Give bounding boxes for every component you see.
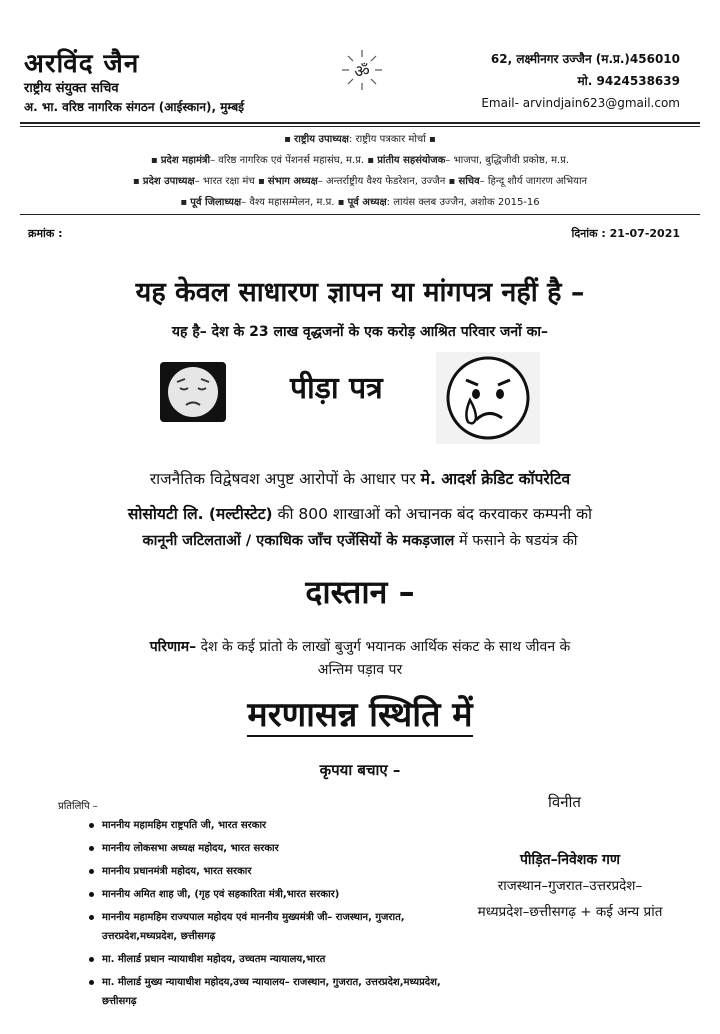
company-name: मे. आदर्श क्रेडिट कॉपरेटिव [420,470,571,488]
body-paragraph-line-3 [0,530,720,550]
please-save: कृपया बचाए – [319,761,401,779]
posts-line-2: ▪ प्रदेश महामंत्री– वरिष्ठ नागरिक एवं पेंशनर्स महासंघ, म.प्र. ▪ प्रांतीय सहसंयोजक– भाजपा, बुद्धिजीवी प्रकोष्ठ, म.प्र. [150,155,570,166]
post-label: पूर्व अध्यक्ष [347,197,387,208]
om-emblem-icon [340,48,384,92]
posts-divider [20,214,700,215]
peeda-patra-title: पीड़ा पत्र [290,371,383,406]
sender-address: 62, लक्ष्मीनगर उज्जैन (म.प्र.)456010 [490,52,680,66]
signatory-states-1: राजस्थान–गुजरात–उत्तरप्रदेश– [497,878,643,894]
post-label: पूर्व जिलाध्यक्ष [190,197,242,208]
list-item: माननीय अमित शाह जी, (गृह एवं सहकारिता मंत्री,भारत सरकार) [102,885,462,904]
para-text: की 800 शाखाओं को अचानक बंद करवाकर कम्पनी को [272,505,593,523]
para-text: राजनैतिक विद्वेषवश अपुष्ट आरोपों के आधार पर [149,470,421,488]
sender-mobile: मो. 9424538639 [577,74,680,88]
list-item: माननीय प्रधानमंत्री महोदय, भारत सरकार [102,862,462,881]
post-label: प्रांतीय सहसंयोजक [377,155,446,166]
legal-complexities: कानूनी जटिलताओं / एकाधिक जाँच एजेंसियों के मकड़जाल [142,533,455,549]
post-value: – अन्तर्राष्ट्रीय वैश्य फेडरेशन, उज्जैन [317,176,446,187]
para-text: में फसाने के षडयंत्र की [454,533,578,549]
critical-condition-title [0,690,720,736]
posts-line-4: ▪ पूर्व जिलाध्यक्ष– वैश्य महासम्मेलन, म.प्र. ▪ पूर्व अध्यक्ष: लायंस क्लब उज्जैन, अशोक 2015-16 [180,197,540,208]
body-paragraph-line-1 [0,467,720,489]
sender-email[interactable]: Email- arvindjain623@gmail.com [481,96,680,110]
post-value: – वरिष्ठ नागरिक एवं पेंशनर्स महासंघ, म.प्र. [210,155,365,166]
critical-condition-text: मरणासन्न स्थिति में [247,695,473,735]
om-symbol: ॐ [354,62,370,82]
list-item: मा. मीलार्ड मुख्य न्यायाधीश महोदय,उच्च न्यायालय– राजस्थान, गुजरात, उत्तरप्रदेश,मध्यप्रदेश, छत्तीसगढ़ [102,973,462,1011]
signatory-title: पीड़ित–निवेशक गण [519,852,620,868]
result-text: देश के कई प्रांतो के लाखों बुजुर्ग भयानक आर्थिक संकट के साथ जीवन के [196,639,571,655]
copy-to-label: प्रतिलिपि – [58,801,98,812]
list-item: मा. मीलार्ड प्रधान न्यायाधीश महोदय, उच्चतम न्यायालय,भारत [102,950,462,969]
list-item: माननीय लोकसभा अध्यक्ष महोदय, भारत सरकार [102,839,462,858]
post-value: – भाजपा, बुद्धिजीवी प्रकोष्ठ, म.प्र. [445,155,570,166]
result-line-2: अन्तिम पड़ाव पर [317,662,403,678]
post-value: : राष्ट्रीय पत्रकार मोर्चा [348,134,426,145]
post-value: – हिन्दू शौर्य जागरण अभियान [479,176,588,187]
post-label: संभाग अध्यक्ष [267,176,318,187]
posts-line-1: ▪ राष्ट्रीय उपाध्यक्ष: राष्ट्रीय पत्रकार मोर्चा ▪ [284,134,436,145]
copy-to-list [58,816,462,1015]
subheadline: यह है– देश के 23 लाख वृद्धजनों के एक करोड़ आश्रित परिवार जनों का– [171,324,549,340]
header-divider-thin [20,126,700,127]
body-paragraph-line-2 [0,502,720,524]
sender-name: अरविंद जैन [24,49,140,79]
signatory-states-2: मध्यप्रदेश–छत्तीसगढ़ + कई अन्य प्रांत [477,904,663,920]
reference-number: क्रमांक : [28,227,63,240]
list-item: माननीय महामहिम राज्यपाल महोदय एवं माननीय मुख्यमंत्री जी– राजस्थान, गुजरात, उत्तरप्रदेश,मध्यप्रदेश, छत्तीसगढ़ [102,908,462,946]
headline: यह केवल साधारण ज्ञापन या मांगपत्र नहीं है – [135,277,585,308]
post-label: प्रदेश महामंत्री [160,155,211,166]
header-divider [20,122,700,124]
list-item: माननीय महामहिम राष्ट्रपति जी, भारत सरकार [102,816,462,835]
post-value: – वैश्य महासम्मेलन, म.प्र. [241,197,335,208]
sender-organization: अ. भा. वरिष्ठ नागरिक संगठन (आईस्कान), मुम्बई [24,100,245,114]
sender-designation: राष्ट्रीय संयुक्त सचिव [24,81,119,96]
posts-line-3: ▪ प्रदेश उपाध्यक्ष– भारत रक्षा मंच ▪ संभाग अध्यक्ष– अन्तर्राष्ट्रीय वैश्य फेडरेशन, उज्जैन ▪ सचिव– हिन्दू शौर्य जागरण अभियान [132,176,588,187]
letter-date: दिनांक : 21-07-2021 [571,227,680,240]
dastan-title: दास्तान – [305,573,415,611]
crying-face-icon [436,352,540,444]
post-value: : लायंस क्लब उज्जैन, अशोक 2015-16 [386,197,540,208]
result-line-1 [0,637,720,656]
post-label: सचिव [458,176,480,187]
post-value: – भारत रक्षा मंच [194,176,255,187]
post-label: प्रदेश उपाध्यक्ष [142,176,195,187]
sad-face-icon [160,362,226,422]
yours-sincerely: विनीत [548,793,581,811]
company-name-cont: सोसोयटी लि. (मल्टीस्टेट) [127,505,273,523]
post-label: राष्ट्रीय उपाध्यक्ष [294,134,349,145]
result-label: परिणाम– [149,639,197,655]
